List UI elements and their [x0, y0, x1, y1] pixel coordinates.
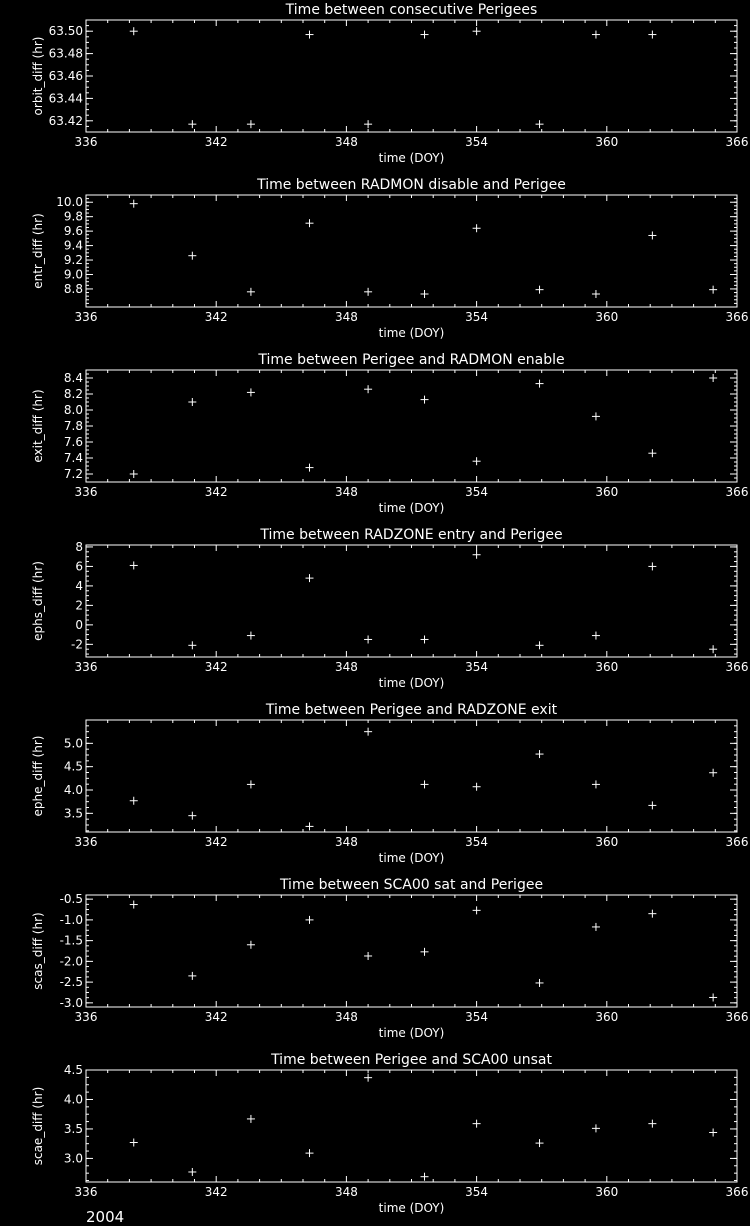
y-tick-label: 0 — [75, 617, 83, 632]
data-point — [473, 27, 481, 35]
data-point — [306, 464, 314, 472]
data-point — [364, 635, 372, 643]
data-point — [592, 780, 600, 788]
y-tick-label: 5.0 — [63, 736, 83, 751]
x-tick-label: 336 — [74, 1185, 98, 1199]
data-point — [709, 993, 717, 1001]
y-axis-label: ephs_diff (hr) — [31, 561, 45, 641]
x-tick-label: 366 — [725, 835, 749, 849]
x-axis-label: time (DOY) — [378, 676, 445, 690]
data-point — [130, 1139, 138, 1147]
data-point — [364, 1074, 372, 1082]
data-point — [592, 1124, 600, 1132]
data-point — [536, 120, 544, 128]
chart-title: Time between Perigee and RADZONE exit — [265, 702, 558, 718]
data-point — [473, 457, 481, 465]
data-point — [421, 635, 429, 643]
y-axis-label: scae_diff (hr) — [31, 1086, 45, 1166]
data-point — [648, 562, 656, 570]
x-tick-label: 348 — [334, 1010, 358, 1024]
x-tick-label: 366 — [725, 135, 749, 149]
footer-year: 2004 — [86, 1208, 125, 1226]
data-point — [709, 1128, 717, 1136]
x-tick-label: 354 — [465, 835, 489, 849]
x-tick-label: 366 — [725, 1185, 749, 1199]
data-point — [421, 396, 429, 404]
data-point — [473, 906, 481, 914]
x-tick-label: 348 — [334, 660, 358, 674]
data-point — [536, 1139, 544, 1147]
data-point — [130, 27, 138, 35]
x-axis-label: time (DOY) — [378, 326, 445, 340]
data-point — [188, 252, 196, 260]
y-tick-label: 7.6 — [63, 435, 83, 449]
y-axis-label: orbit_diff (hr) — [31, 36, 45, 116]
y-tick-label: 3.5 — [63, 806, 83, 821]
y-tick-label: 10.0 — [56, 195, 83, 210]
x-tick-label: 360 — [595, 660, 619, 674]
data-point — [306, 31, 314, 39]
x-tick-label: 348 — [334, 1185, 358, 1199]
data-point — [536, 641, 544, 649]
plot-frame — [86, 1070, 737, 1182]
x-tick-label: 366 — [725, 660, 749, 674]
y-tick-label: 9.2 — [63, 253, 83, 268]
data-point — [473, 551, 481, 559]
data-point — [188, 641, 196, 649]
chart-panel-4 — [31, 527, 748, 690]
x-axis-label: time (DOY) — [378, 1201, 445, 1215]
data-point — [473, 224, 481, 232]
y-tick-label: 3.0 — [63, 1151, 83, 1166]
data-point — [364, 728, 372, 736]
data-point — [473, 783, 481, 791]
chart-panel-7 — [31, 1052, 748, 1215]
y-tick-label: 4 — [75, 578, 83, 593]
x-axis-label: time (DOY) — [378, 1026, 445, 1040]
data-point — [648, 31, 656, 39]
y-tick-label: 4.0 — [63, 1092, 83, 1107]
y-tick-label: 9.8 — [63, 209, 83, 224]
plot-frame — [86, 545, 737, 657]
y-tick-label: -0.5 — [59, 892, 83, 907]
y-tick-label: 4.0 — [63, 783, 83, 797]
data-point — [364, 952, 372, 960]
x-tick-label: 360 — [595, 135, 619, 149]
x-tick-label: 348 — [334, 310, 358, 324]
data-point — [592, 290, 600, 298]
data-point — [421, 780, 429, 788]
y-tick-label: 63.46 — [48, 69, 83, 83]
x-tick-label: 336 — [74, 135, 98, 149]
x-tick-label: 342 — [204, 310, 228, 324]
data-point — [130, 470, 138, 478]
data-point — [130, 901, 138, 909]
data-point — [306, 574, 314, 582]
plot-frame — [86, 720, 737, 832]
chart-title: Time between RADZONE entry and Perigee — [260, 527, 563, 543]
chart-title: Time between RADMON disable and Perigee — [257, 177, 566, 193]
x-axis-label: time (DOY) — [378, 851, 445, 865]
x-tick-label: 348 — [334, 485, 358, 499]
x-tick-label: 354 — [465, 1010, 489, 1024]
y-tick-label: 4.5 — [63, 759, 83, 774]
data-point — [648, 910, 656, 918]
y-axis-label: ephe_diff (hr) — [31, 735, 45, 817]
data-point — [364, 288, 372, 296]
x-tick-label: 336 — [74, 310, 98, 324]
chart-panel-1 — [31, 2, 748, 165]
chart-title: Time between Perigee and RADMON enable — [258, 352, 565, 368]
y-tick-label: -3.0 — [59, 995, 83, 1010]
x-tick-label: 360 — [595, 1010, 619, 1024]
y-tick-label: 9.4 — [63, 238, 83, 253]
data-point — [364, 120, 372, 128]
x-tick-label: 360 — [595, 310, 619, 324]
plot-frame — [86, 195, 737, 307]
plot-frame — [86, 370, 737, 482]
data-point — [306, 1149, 314, 1157]
y-tick-label: 4.5 — [63, 1063, 83, 1077]
y-tick-label: -2 — [71, 637, 83, 652]
y-tick-label: 9.6 — [63, 224, 83, 239]
data-point — [536, 979, 544, 987]
x-tick-label: 360 — [595, 485, 619, 499]
x-tick-label: 342 — [204, 135, 228, 149]
x-tick-label: 342 — [204, 1185, 228, 1199]
data-point — [709, 286, 717, 294]
data-point — [247, 780, 255, 788]
y-axis-label: entr_diff (hr) — [31, 213, 45, 289]
data-point — [188, 1168, 196, 1176]
chart-title: Time between Perigee and SCA00 unsat — [271, 1052, 552, 1068]
data-point — [648, 231, 656, 239]
x-tick-label: 336 — [74, 485, 98, 499]
x-tick-label: 354 — [465, 135, 489, 149]
y-axis-label: exit_diff (hr) — [31, 389, 45, 463]
data-point — [536, 286, 544, 294]
y-tick-label: -1.5 — [59, 933, 83, 948]
x-tick-label: 342 — [204, 485, 228, 499]
data-point — [473, 1120, 481, 1128]
x-tick-label: 354 — [465, 310, 489, 324]
chart-panel-3 — [31, 352, 748, 515]
x-tick-label: 366 — [725, 485, 749, 499]
data-point — [536, 380, 544, 388]
y-tick-label: 8 — [75, 539, 83, 554]
data-point — [188, 972, 196, 980]
data-point — [247, 1115, 255, 1123]
y-tick-label: 6 — [75, 559, 83, 574]
plot-frame — [86, 20, 737, 132]
x-tick-label: 348 — [334, 835, 358, 849]
y-tick-label: 63.50 — [48, 24, 83, 39]
data-point — [247, 941, 255, 949]
x-tick-label: 342 — [204, 835, 228, 849]
y-tick-label: -2.0 — [59, 954, 83, 969]
data-point — [130, 797, 138, 805]
data-point — [421, 290, 429, 298]
data-point — [421, 948, 429, 956]
y-tick-label: 9.0 — [63, 267, 83, 282]
data-point — [648, 449, 656, 457]
data-point — [188, 120, 196, 128]
x-tick-label: 360 — [595, 1185, 619, 1199]
chart-title: Time between consecutive Perigees — [285, 2, 538, 18]
data-point — [648, 1120, 656, 1128]
data-point — [592, 412, 600, 420]
y-tick-label: 3.5 — [63, 1121, 83, 1136]
y-tick-label: 63.42 — [48, 113, 83, 128]
data-point — [188, 398, 196, 406]
x-tick-label: 342 — [204, 660, 228, 674]
x-tick-label: 366 — [725, 310, 749, 324]
data-point — [130, 561, 138, 569]
plot-frame — [86, 895, 737, 1007]
x-tick-label: 342 — [204, 1010, 228, 1024]
x-axis-label: time (DOY) — [378, 151, 445, 165]
data-point — [130, 200, 138, 208]
y-axis-label: scas_diff (hr) — [31, 912, 45, 990]
y-tick-label: 63.44 — [48, 91, 83, 106]
data-point — [247, 388, 255, 396]
x-tick-label: 354 — [465, 485, 489, 499]
y-tick-label: 8.2 — [63, 387, 83, 401]
data-point — [592, 632, 600, 640]
chart-title: Time between SCA00 sat and Perigee — [279, 877, 544, 893]
y-tick-label: -2.5 — [59, 975, 83, 990]
data-point — [592, 31, 600, 39]
x-tick-label: 336 — [74, 1010, 98, 1024]
data-point — [247, 120, 255, 128]
data-point — [709, 645, 717, 653]
data-point — [709, 769, 717, 777]
chart-panel-2 — [31, 177, 748, 340]
x-tick-label: 336 — [74, 660, 98, 674]
x-tick-label: 354 — [465, 660, 489, 674]
x-tick-label: 360 — [595, 835, 619, 849]
x-tick-label: 348 — [334, 135, 358, 149]
y-tick-label: 2 — [75, 598, 83, 613]
data-point — [306, 822, 314, 830]
y-tick-label: 7.2 — [63, 467, 83, 481]
data-point — [306, 219, 314, 227]
y-tick-label: 8.4 — [63, 371, 83, 385]
chart-panel-5 — [31, 702, 748, 865]
y-tick-label: 8.8 — [63, 281, 83, 296]
data-point — [306, 916, 314, 924]
x-tick-label: 366 — [725, 1010, 749, 1024]
x-axis-label: time (DOY) — [378, 501, 445, 515]
y-tick-label: 7.8 — [63, 419, 83, 433]
y-tick-label: 7.4 — [63, 451, 83, 465]
y-tick-label: 63.48 — [48, 46, 83, 61]
y-tick-label: -1.0 — [59, 912, 83, 927]
data-point — [421, 1173, 429, 1181]
data-point — [709, 374, 717, 382]
data-point — [536, 750, 544, 758]
data-point — [364, 385, 372, 393]
y-tick-label: 8.0 — [63, 403, 83, 417]
chart-panel-6 — [31, 877, 748, 1040]
x-tick-label: 354 — [465, 1185, 489, 1199]
data-point — [592, 923, 600, 931]
data-point — [247, 288, 255, 296]
x-tick-label: 336 — [74, 835, 98, 849]
data-point — [188, 812, 196, 820]
data-point — [247, 632, 255, 640]
data-point — [648, 801, 656, 809]
data-point — [421, 31, 429, 39]
